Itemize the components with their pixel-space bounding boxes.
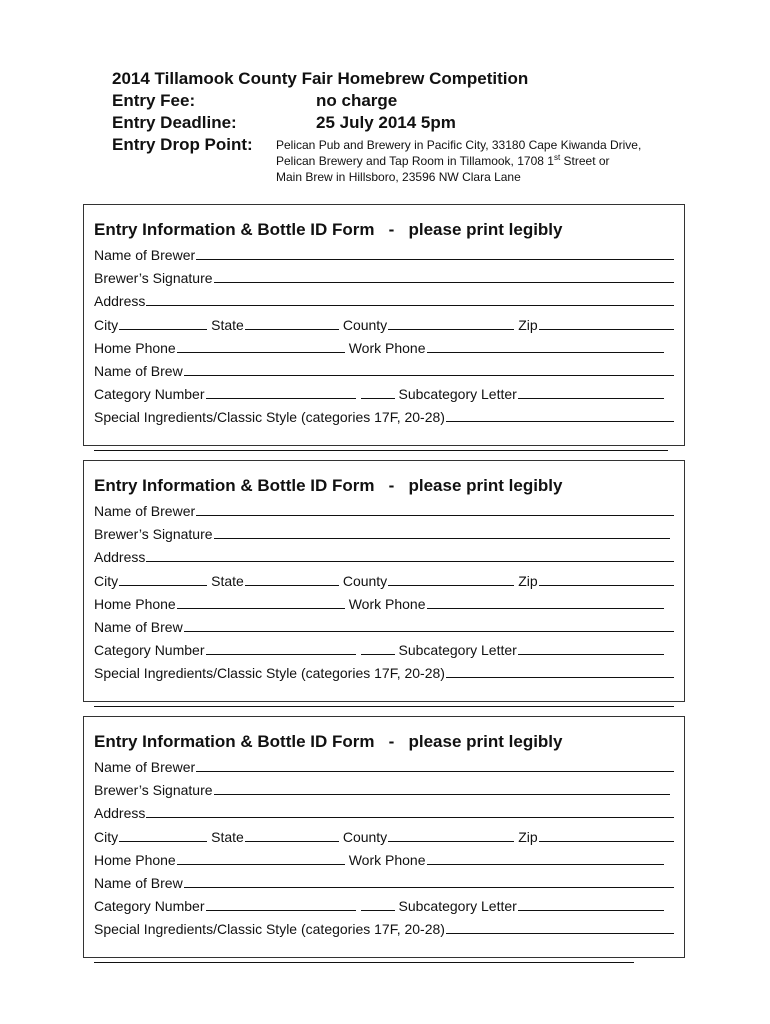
city-field[interactable] <box>119 828 207 842</box>
work-phone-field[interactable] <box>427 339 665 353</box>
special-ingredients-continuation[interactable] <box>94 948 634 963</box>
entry-deadline-label: Entry Deadline: <box>112 113 237 132</box>
home-phone-field[interactable] <box>177 339 345 353</box>
address-row: Address <box>94 290 674 313</box>
signature-field[interactable] <box>214 525 670 539</box>
drop-point-line-3: Main Brew in Hillsboro, 23596 NW Clara Lane <box>276 170 521 184</box>
brewer-name-field[interactable] <box>196 502 674 516</box>
signature-row: Brewer’s Signature <box>94 523 674 546</box>
subcategory-letter-field[interactable] <box>518 385 664 399</box>
zip-field[interactable] <box>539 828 674 842</box>
signature-field[interactable] <box>214 781 670 795</box>
city-state-row: City State County Zip <box>94 314 674 337</box>
brewer-name-field[interactable] <box>196 758 674 772</box>
phone-row: Home Phone Work Phone <box>94 337 674 360</box>
form-title: Entry Information & Bottle ID Form - please print legibly <box>94 220 563 239</box>
special-ingredients-field[interactable] <box>446 408 674 422</box>
entry-fee-row <box>112 90 712 112</box>
category-extra-field[interactable] <box>361 641 395 655</box>
special-ingredients-row: Special Ingredients/Classic Style (categories 17F, 20-28) <box>94 918 674 941</box>
brew-name-row: Name of Brew <box>94 360 674 383</box>
signature-field[interactable] <box>214 269 674 283</box>
drop-point-locations <box>276 134 641 185</box>
drop-point-label: Entry Drop Point: <box>112 135 253 154</box>
county-field[interactable] <box>388 572 514 586</box>
entry-form-1 <box>83 204 685 446</box>
brew-name-field[interactable] <box>184 362 674 376</box>
address-row: Address <box>94 802 674 825</box>
category-number-field[interactable] <box>206 385 356 399</box>
city-state-row: City State County Zip <box>94 826 674 849</box>
address-field[interactable] <box>146 548 674 562</box>
drop-point-line-1: Pelican Pub and Brewery in Pacific City, 33180 Cape Kiwanda Drive, <box>276 138 642 152</box>
county-field[interactable] <box>388 828 514 842</box>
form-title: Entry Information & Bottle ID Form - please print legibly <box>94 732 563 751</box>
address-field[interactable] <box>146 804 674 818</box>
phone-row: Home Phone Work Phone <box>94 849 674 872</box>
competition-header <box>112 68 712 185</box>
drop-point-row <box>112 134 712 185</box>
entry-form-2 <box>83 460 685 702</box>
brew-name-row: Name of Brew <box>94 616 674 639</box>
entry-fee-label: Entry Fee: <box>112 91 196 110</box>
entry-fee-value: no charge <box>316 91 398 110</box>
form-title: Entry Information & Bottle ID Form - please print legibly <box>94 476 563 495</box>
brew-name-field[interactable] <box>184 618 674 632</box>
category-extra-field[interactable] <box>361 385 395 399</box>
brewer-name-row: Name of Brewer <box>94 244 674 267</box>
special-ingredients-field[interactable] <box>446 664 674 678</box>
special-ingredients-row: Special Ingredients/Classic Style (categories 17F, 20-28) <box>94 406 674 429</box>
city-state-row: City State County Zip <box>94 570 674 593</box>
state-field[interactable] <box>245 316 339 330</box>
subcategory-letter-field[interactable] <box>518 641 664 655</box>
zip-field[interactable] <box>539 316 674 330</box>
city-field[interactable] <box>119 572 207 586</box>
entry-deadline-row <box>112 112 712 134</box>
work-phone-field[interactable] <box>427 851 665 865</box>
special-ingredients-field[interactable] <box>446 920 674 934</box>
special-ingredients-continuation[interactable] <box>94 692 674 707</box>
brew-name-field[interactable] <box>184 874 674 888</box>
address-row: Address <box>94 546 674 569</box>
zip-field[interactable] <box>539 572 674 586</box>
home-phone-field[interactable] <box>177 595 345 609</box>
address-field[interactable] <box>146 292 674 306</box>
special-ingredients-continuation[interactable] <box>94 436 668 451</box>
brewer-name-row: Name of Brewer <box>94 756 674 779</box>
work-phone-field[interactable] <box>427 595 665 609</box>
state-field[interactable] <box>245 572 339 586</box>
brew-name-row: Name of Brew <box>94 872 674 895</box>
drop-point-line-2: Pelican Brewery and Tap Room in Tillamook, 1708 1st Street or <box>276 153 610 168</box>
phone-row: Home Phone Work Phone <box>94 593 674 616</box>
brewer-name-row: Name of Brewer <box>94 500 674 523</box>
state-field[interactable] <box>245 828 339 842</box>
category-number-field[interactable] <box>206 897 356 911</box>
city-field[interactable] <box>119 316 207 330</box>
brewer-name-field[interactable] <box>196 246 674 260</box>
signature-row: Brewer’s Signature <box>94 779 674 802</box>
competition-title: 2014 Tillamook County Fair Homebrew Competition <box>112 69 529 88</box>
home-phone-field[interactable] <box>177 851 345 865</box>
entry-form-3 <box>83 716 685 958</box>
special-ingredients-row: Special Ingredients/Classic Style (categories 17F, 20-28) <box>94 662 674 685</box>
signature-row: Brewer’s Signature <box>94 267 674 290</box>
entry-deadline-value: 25 July 2014 5pm <box>316 113 456 132</box>
subcategory-letter-field[interactable] <box>518 897 664 911</box>
category-number-field[interactable] <box>206 641 356 655</box>
category-extra-field[interactable] <box>361 897 395 911</box>
category-row: Category Number Subcategory Letter <box>94 895 674 918</box>
county-field[interactable] <box>388 316 514 330</box>
category-row: Category Number Subcategory Letter <box>94 639 674 662</box>
category-row: Category Number Subcategory Letter <box>94 383 674 406</box>
